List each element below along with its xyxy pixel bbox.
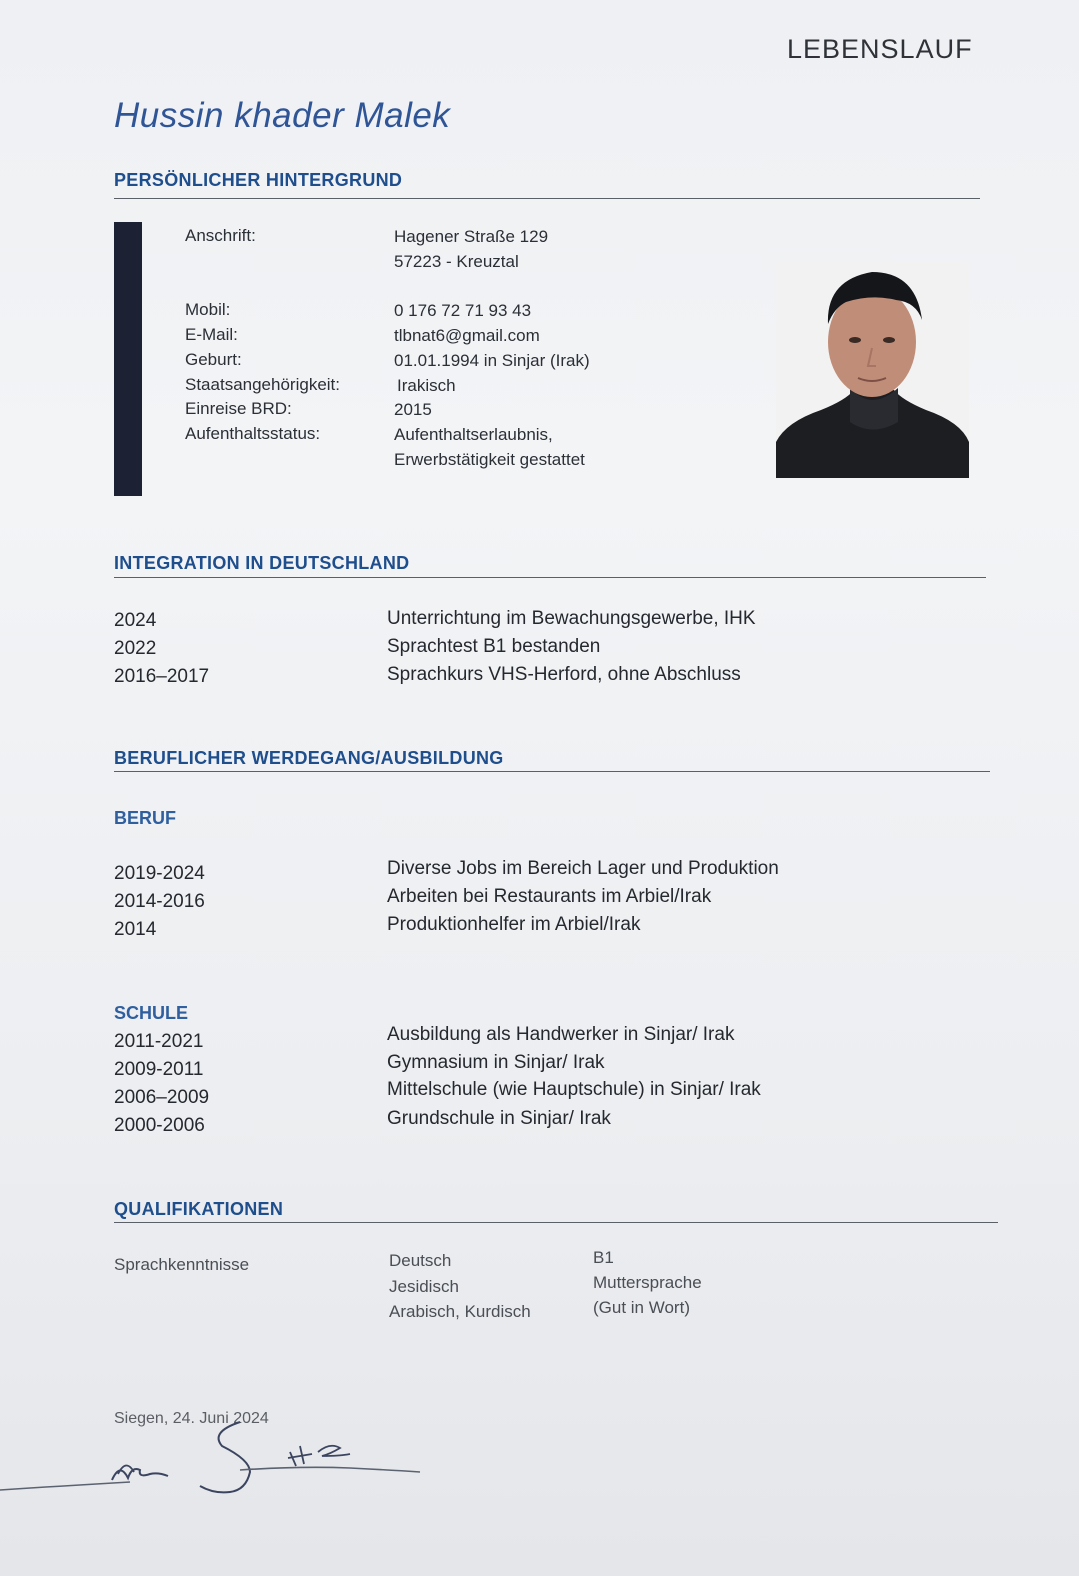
section-heading-career: BERUFLICHER WERDEGANG/AUSBILDUNG (114, 748, 504, 768)
integration-year: 2024 (114, 610, 157, 631)
value-address-line2: 57223 - Kreuztal (394, 252, 519, 271)
value-mobile: 0 176 72 71 93 43 (394, 301, 532, 320)
label-residence: Aufenthaltsstatus: (185, 424, 321, 443)
job-text: Produktionhelfer im Arbiel/Irak (387, 914, 641, 935)
section-heading-qualifications: QUALIFIKATIONEN (114, 1199, 284, 1219)
job-text: Arbeiten bei Restaurants im Arbiel/Irak (387, 886, 712, 907)
section-heading-personal: PERSÖNLICHER HINTERGRUND (114, 170, 403, 190)
section-heading-integration: INTEGRATION IN DEUTSCHLAND (114, 553, 410, 573)
section-divider (114, 1222, 998, 1223)
section-divider (114, 198, 980, 199)
value-residence-line2: Erwerbstätigkeit gestattet (394, 450, 585, 469)
label-birth: Geburt: (185, 350, 242, 369)
language-name: Deutsch (389, 1251, 452, 1270)
language-level: (Gut in Wort) (593, 1298, 690, 1317)
integration-text: Sprachkurs VHS-Herford, ohne Abschluss (387, 664, 741, 685)
job-year: 2019-2024 (114, 863, 205, 884)
portrait-photo (776, 262, 969, 478)
school-text: Grundschule in Sinjar/ Irak (387, 1108, 611, 1129)
job-year: 2014 (114, 919, 157, 940)
integration-year: 2016–2017 (114, 666, 210, 687)
subheading-school: SCHULE (114, 1003, 189, 1023)
school-year: 2006–2009 (114, 1087, 210, 1108)
label-mobile: Mobil: (185, 300, 231, 319)
school-year: 2000-2006 (114, 1115, 205, 1136)
language-level: Muttersprache (593, 1273, 702, 1292)
value-residence-line1: Aufenthaltserlaubnis, (394, 425, 553, 444)
job-year: 2014-2016 (114, 891, 205, 912)
label-nationality: Staatsangehörigkeit: (185, 375, 340, 394)
qualification-category: Sprachkenntnisse (114, 1255, 250, 1274)
section-divider (114, 771, 990, 772)
label-email: E-Mail: (185, 325, 238, 344)
job-text: Diverse Jobs im Bereich Lager und Produktion (387, 858, 779, 879)
value-entry: 2015 (394, 400, 432, 419)
school-text: Mittelschule (wie Hauptschule) in Sinjar/ Irak (387, 1079, 761, 1100)
handwritten-signature (0, 1412, 430, 1502)
value-birth: 01.01.1994 in Sinjar (Irak) (394, 351, 590, 370)
school-text: Gymnasium in Sinjar/ Irak (387, 1052, 605, 1073)
value-nationality: Irakisch (397, 376, 456, 395)
place-date: Siegen, 24. Juni 2024 (114, 1410, 269, 1427)
value-email: tlbnat6@gmail.com (394, 326, 540, 345)
document-title: LEBENSLAUF (787, 34, 973, 64)
applicant-name: Hussin khader Malek (114, 96, 451, 135)
school-year: 2009-2011 (114, 1059, 204, 1080)
accent-bar (114, 222, 142, 496)
language-name: Arabisch, Kurdisch (389, 1302, 531, 1321)
language-level: B1 (593, 1248, 614, 1267)
school-text: Ausbildung als Handwerker in Sinjar/ Irak (387, 1024, 735, 1045)
integration-year: 2022 (114, 638, 157, 659)
language-name: Jesidisch (389, 1277, 459, 1296)
section-divider (114, 577, 986, 578)
subheading-job: BERUF (114, 808, 176, 828)
integration-text: Unterrichtung im Bewachungsgewerbe, IHK (387, 608, 756, 629)
label-entry: Einreise BRD: (185, 399, 292, 418)
school-year: 2011-2021 (114, 1031, 204, 1052)
integration-text: Sprachtest B1 bestanden (387, 636, 601, 657)
label-address: Anschrift: (185, 226, 256, 245)
value-address-line1: Hagener Straße 129 (394, 227, 549, 246)
